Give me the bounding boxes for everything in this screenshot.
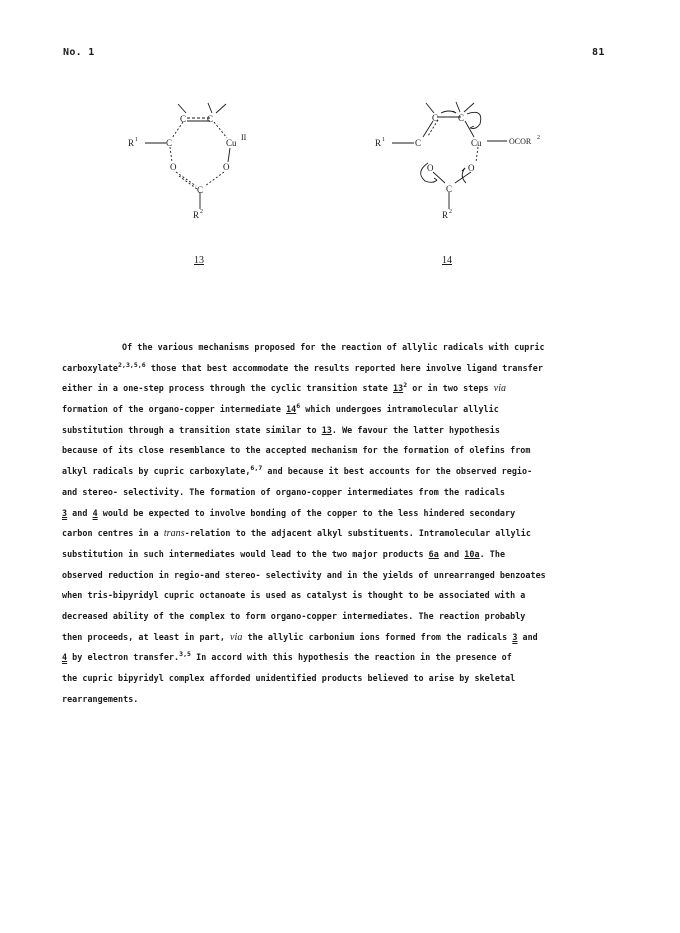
s13-r1: R [128, 138, 135, 148]
s13-c-left: C [180, 114, 187, 124]
compound-ref: 10a [464, 548, 480, 559]
s13-c-center: C [166, 138, 173, 148]
text-line: 4 by electron transfer.$^{3,5}$ In accord with this hypothesis the reaction in the presence of [62, 650, 512, 663]
s14-r1-sup: 1 [382, 137, 385, 143]
text-line: substitution in such intermediates would lead to the two major products 6a and 10a. The [62, 548, 506, 559]
compound-label-14: 14 [442, 255, 452, 266]
text-line: Of the various mechanisms proposed for the reaction of allylic radicals with cupric [122, 342, 545, 352]
structure-13 [145, 103, 230, 209]
s13-oxygen-right: O [223, 162, 230, 172]
compound-ref: 13 [393, 383, 404, 394]
text-line: and stereo- selectivity. The formation of organo-copper intermediates from the radicals [62, 486, 506, 497]
text-line: carboxylate$^{2,3,5,6}$ those that best accommodate the results reported here involve ligand transfer [62, 360, 543, 373]
page-number: 81 [592, 47, 605, 58]
text-line: alkyl radicals by cupric carboxylate,$^{6,7}$ and because it best accounts for the observed regio- [62, 464, 533, 477]
text-line: then proceeds, at least in part, via the allylic carbonium ions formed from the radicals 3 and [62, 631, 538, 643]
s14-ocor: OCOR [509, 137, 532, 146]
compound-ref: 3 [62, 507, 68, 518]
s13-c-bottom: C [197, 185, 204, 195]
text-line: because of its close resemblance to the accepted mechanism for the formation of olefins from [62, 445, 531, 456]
text-line: when tris-bipyridyl cupric octanoate is used as catalyst is thought to be associated with a [62, 590, 526, 601]
s13-r2-sup: 2 [200, 209, 203, 215]
s14-ocor-sup: 2 [537, 135, 540, 141]
compound-ref: 4 [92, 507, 98, 518]
text-line: formation of the organo-copper intermediate $14^6$ which undergoes intramolecular allylic [62, 402, 499, 415]
s13-r1-sup: 1 [135, 137, 138, 143]
text-line: the cupric bipyridyl complex afforded unidentified products believed to arise by skeletal [62, 673, 516, 683]
s14-c-left: C [432, 113, 439, 123]
s13-c-right: C [207, 114, 214, 124]
s13-copper-oxidation: II [241, 133, 247, 142]
s14-c-center: C [415, 138, 422, 148]
text-line: substitution through a transition state similar to 13. We favour the latter hypothesis [62, 424, 500, 435]
structure-figures [0, 0, 680, 290]
compound-ref: 4 [62, 652, 68, 663]
compound-ref: 6a [428, 548, 439, 559]
text-line: rearrangements. [62, 693, 139, 704]
s13-r2: R [193, 210, 200, 220]
text-line: either in a one-step process through the cyclic transition state $13^2$ or in two steps via [62, 381, 507, 395]
s14-c-bottom: C [446, 184, 453, 194]
text-line: observed reduction in regio-and stereo- selectivity and in the yields of unrearranged benzoates [62, 569, 546, 580]
text-line: decreased ability of the complex to form organo-copper intermediates. The reaction probably [62, 610, 526, 621]
compound-ref: 3 [512, 631, 518, 642]
journal-issue: No. 1 [63, 47, 95, 58]
text-line: carbon centres in a trans-relation to the adjacent alkyl substituents. Intramolecular allylic [62, 528, 531, 540]
s14-r1: R [375, 138, 382, 148]
s14-c-right: C [458, 113, 465, 123]
s14-copper: Cu [471, 138, 482, 148]
s13-copper: Cu [226, 138, 237, 148]
compound-ref: 13 [321, 424, 332, 435]
s14-r2-sup: 2 [449, 209, 452, 215]
compound-label-13: 13 [194, 255, 204, 266]
s14-oxygen-right: O [468, 163, 475, 173]
s14-oxygen-left: O [427, 163, 434, 173]
body-paragraph [62, 337, 626, 709]
s13-oxygen-left: O [170, 162, 177, 172]
text-line: 3 and 4 would be expected to involve bonding of the copper to the less hindered secondary [62, 507, 516, 518]
s14-r2: R [442, 210, 449, 220]
compound-ref: 14 [286, 404, 297, 415]
